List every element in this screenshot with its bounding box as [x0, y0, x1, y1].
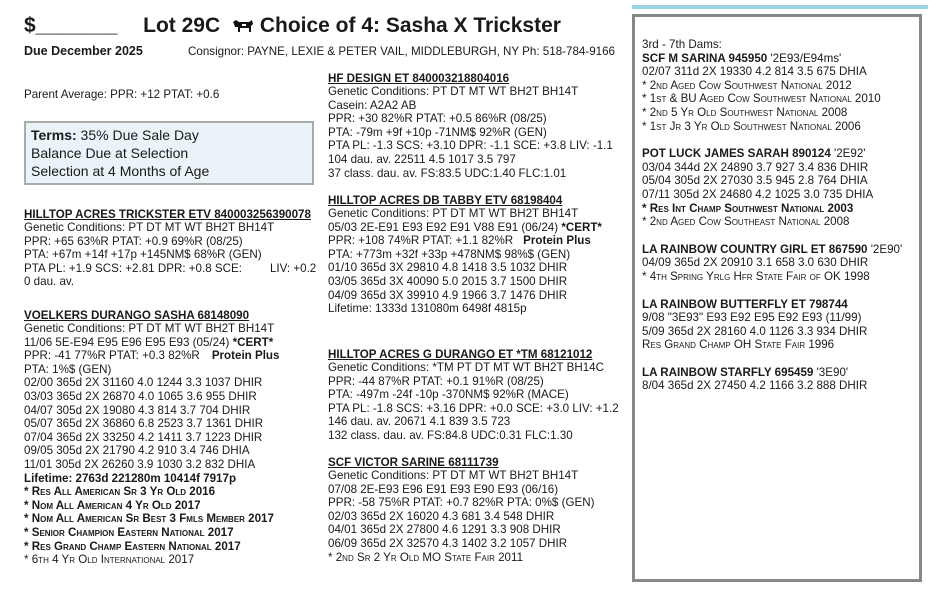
lot-title-row: [24, 14, 561, 40]
protein-plus-badge: Protein Plus: [523, 234, 591, 248]
sire-line: PPR: +65 63%R PTAT: +0.9 69%R (08/25): [24, 234, 243, 248]
sire-line: Genetic Conditions: PT DT MT WT BH2T BH14T: [24, 221, 275, 234]
third-dam-line: * 2nd Aged Cow Southwest National 2012: [642, 78, 852, 92]
fourth-dam-line: 05/04 305d 2X 27030 3.5 945 2.8 764 DHIA: [642, 174, 868, 188]
dam-award: * Res Grand Champ Eastern National 2017: [24, 539, 241, 553]
dam-of-sire-section: [328, 194, 602, 316]
fourth-dam-line: 07/11 305d 2X 24680 4.2 1025 3.0 735 DHIA: [642, 187, 874, 201]
price-blank: $_______: [24, 14, 118, 37]
sire-of-sire-name: HF DESIGN ET 840003218804016: [328, 72, 510, 85]
dam-award: * Nom All American 4 Yr Old 2017: [24, 498, 201, 512]
dam-of-dam-record: 06/09 365d 2X 32570 4.3 1402 3.2 1057 DHIR: [328, 536, 568, 550]
fifth-dam-line: 04/09 365d 2X 20910 3.1 658 3.0 630 DHIR: [642, 256, 869, 270]
dam-of-dam-line: Genetic Conditions: PT DT MT WT BH2T BH14T: [328, 469, 579, 482]
sixth-dam-line: 5/09 365d 2X 28160 4.0 1126 3.3 934 DHIR: [642, 324, 868, 338]
dams-heading: 3rd - 7th Dams:: [642, 38, 722, 51]
dam-award: * Senior Champion Eastern National 2017: [24, 525, 234, 539]
parent-average: Parent Average: PPR: +12 PTAT: +0.6: [24, 88, 220, 101]
sire-of-sire-section: [328, 72, 613, 180]
third-dam-score: '2E93/E94ms': [767, 51, 842, 65]
cow-icon: [232, 16, 254, 40]
sire-of-sire-line: 37 class. dau. av. FS:83.5 UDC:1.40 FLC:1.01: [328, 166, 567, 180]
sixth-dam-line: 9/08 "3E93" E93 E92 E95 E92 E93 (11/99): [642, 311, 862, 325]
fourth-dam-line: 03/04 344d 2X 24890 3.7 927 3.4 836 DHIR: [642, 160, 869, 174]
dam-record: 04/07 305d 2X 19080 4.3 814 3.7 704 DHIR: [24, 403, 251, 417]
dam-award: * 6th 4 Yr Old International 2017: [24, 553, 195, 567]
dam-of-sire-name: HILLTOP ACRES DB TABBY ETV 68198404: [328, 194, 563, 207]
fifth-dam-name: LA RAINBOW COUNTRY GIRL ET 867590: [642, 242, 868, 256]
dam-of-dam-section: [328, 456, 594, 564]
dam-record: 02/00 365d 2X 31160 4.0 1244 3.3 1037 DHIR: [24, 376, 263, 390]
dam-of-sire-line: PTA: +773m +32f +33p +478NM$ 98%$ (GEN): [328, 247, 571, 261]
dam-of-dam-line: PPR: -58 75%R PTAT: +0.7 82%R PTA: 0%$ (GEN): [328, 496, 595, 510]
lot-number: Lot 29C: [143, 14, 221, 37]
dam-record: 05/07 365d 2X 36860 6.8 2523 3.7 1361 DHIR: [24, 417, 264, 431]
third-dam: [642, 52, 919, 134]
top-accent-bar: [632, 5, 928, 9]
terms-line-1: 35% Due Sale Day: [76, 127, 199, 143]
dam-of-sire-line: Genetic Conditions: PT DT MT WT BH2T BH14T: [328, 207, 579, 220]
dams-box: [632, 14, 922, 582]
dam-of-dam-line: 07/08 2E-E93 E96 E91 E93 E90 E93 (06/16): [328, 482, 559, 496]
sire-of-sire-line: PTA: -79m +9f +10p -71NM$ 92%R (GEN): [328, 125, 547, 139]
dam-section: [24, 309, 279, 567]
due-date: Due December 2025: [24, 44, 143, 58]
sire-of-dam-line: PPR: -44 87%R PTAT: +0.1 91%R (08/25): [328, 374, 544, 388]
consignor: Consignor: PAYNE, LEXIE & PETER VAIL, MIDDLEBURGH, NY Ph: 518-784-9166: [188, 45, 616, 58]
sire-of-sire-line: PTA PL: -1.3 SCS: +3.10 DPR: -1.1 SCE: +3.8 LIV: -1.1: [328, 139, 613, 153]
dam-name: VOELKERS DURANGO SASHA 68148090: [24, 309, 250, 322]
sire-name: HILLTOP ACRES TRICKSTER ETV 840003256390078: [24, 208, 311, 221]
sire-of-dam-line: Genetic Conditions: *TM PT DT MT WT BH2T BH14C: [328, 361, 604, 374]
fourth-dam-score: '2E92': [830, 147, 866, 161]
seventh-dam-line: 8/04 365d 2X 27450 4.2 1166 3.2 888 DHIR: [642, 379, 868, 393]
sire-of-sire-line: PPR: +30 82%R PTAT: +0.5 86%R (08/25): [328, 112, 547, 126]
sire-line: PTA: +67m +14f +17p +145NM$ 68%R (GEN): [24, 248, 262, 262]
dam-of-sire-lifetime: Lifetime: 1333d 131080m 6498f 4815p: [328, 302, 527, 316]
third-dam-line: * 1st Jr 3 Yr Old Southwest National 2006: [642, 119, 861, 133]
sire-of-dam-section: [328, 348, 619, 443]
dam-of-dam-record: 04/01 365d 2X 27800 4.6 1291 3.3 908 DHIR: [328, 523, 561, 537]
sire-of-sire-line: Casein: A2A2 AB: [328, 98, 417, 112]
dam-record: 07/04 365d 2X 33250 4.2 1411 3.7 1223 DHIR: [24, 430, 263, 444]
dam-line: PPR: -41 77%R PTAT: +0.3 82%R: [24, 349, 200, 363]
terms-box: [24, 121, 314, 185]
terms-line-2: Balance Due at Selection: [31, 145, 189, 161]
seventh-dam-name: LA RAINBOW STARFLY 695459: [642, 365, 814, 379]
sixth-dam-line: Res Grand Champ OH State Fair 1996: [642, 338, 835, 352]
dam-record: 11/01 305d 2X 26260 3.9 1030 3.2 832 DHIA: [24, 457, 256, 471]
terms-line-3: Selection at 4 Months of Age: [31, 163, 210, 179]
fifth-dam-score: '2E90': [867, 242, 903, 256]
cert-badge: *CERT*: [229, 335, 274, 349]
seventh-dam-score: '3E90': [813, 365, 849, 379]
sire-section: [24, 208, 316, 289]
fourth-dam-name: POT LUCK JAMES SARAH 890124: [642, 147, 831, 161]
dam-of-dam-award: * 2nd Sr 2 Yr Old MO State Fair 2011: [328, 550, 524, 564]
third-dam-name: SCF M SARINA 945950: [642, 51, 768, 65]
dam-of-dam-record: 02/03 365d 2X 16020 4.3 681 3.4 548 DHIR: [328, 509, 555, 523]
dam-line: PTA: 1%$ (GEN): [24, 362, 112, 376]
dam-of-sire-line: 05/03 2E-E91 E93 E92 E91 V88 E91 (06/24): [328, 220, 559, 234]
third-dam-line: 02/07 311d 2X 19330 4.2 814 3.5 675 DHIA: [642, 65, 867, 79]
terms-label: Terms:: [31, 127, 77, 143]
seventh-dam: [642, 366, 919, 393]
sire-line: 0 dau. av.: [24, 275, 75, 289]
sire-of-dam-line: 146 dau. av. 20671 4.1 839 3.5 723: [328, 415, 511, 429]
sire-line: PTA PL: +1.9 SCS: +2.81 DPR: +0.8 SCE:: [24, 261, 242, 275]
cert-badge: *CERT*: [558, 220, 602, 234]
third-dam-line: * 2nd 5 Yr Old Southwest National 2008: [642, 105, 848, 119]
sire-line: LIV: +0.2: [269, 261, 317, 275]
dam-of-sire-record: 03/05 365d 3X 40090 5.0 2015 3.7 1500 DHIR: [328, 274, 568, 288]
dam-award: * Res All American Sr 3 Yr Old 2016: [24, 485, 216, 499]
lot-title: Choice of 4: Sasha X Trickster: [259, 14, 561, 37]
third-dam-line: * 1st & BU Aged Cow Southwest National 2010: [642, 92, 881, 106]
fifth-dam: [642, 243, 919, 284]
fourth-dam-line: * 2nd Aged Cow Southeast National 2008: [642, 215, 850, 229]
fourth-dam: [642, 147, 919, 229]
dam-line: Genetic Conditions: PT DT MT WT BH2T BH14T: [24, 322, 275, 335]
sixth-dam-name: LA RAINBOW BUTTERFLY ET 798744: [642, 297, 848, 311]
dam-line: 11/06 5E-E94 E95 E96 E95 E93 (05/24): [24, 335, 230, 349]
dam-of-sire-line: PPR: +108 74%R PTAT: +1.1 82%R: [328, 234, 514, 248]
sire-of-dam-line: PTA PL: -1.8 SCS: +3.16 DPR: +0.0 SCE: +3.0 LIV: +1.2: [328, 401, 619, 415]
sire-of-dam-name: HILLTOP ACRES G DURANGO ET *TM 68121012: [328, 348, 593, 361]
dam-of-sire-record: 04/09 365d 3X 39910 4.9 1966 3.7 1476 DHIR: [328, 288, 568, 302]
dam-of-sire-record: 01/10 365d 3X 29810 4.8 1418 3.5 1032 DHIR: [328, 261, 568, 275]
dam-lifetime: Lifetime: 2763d 221280m 10414f 7917p: [24, 471, 237, 485]
protein-plus-badge: Protein Plus: [211, 349, 280, 363]
dam-record: 03/03 365d 2X 26870 4.0 1065 3.6 955 DHIR: [24, 389, 257, 403]
dam-award: * Nom All American Sr Best 3 Fmls Member 2017: [24, 512, 274, 526]
sire-of-dam-line: 132 class. dau. av. FS:84.8 UDC:0.31 FLC:1.30: [328, 428, 573, 442]
dam-of-dam-name: SCF VICTOR SARINE 68111739: [328, 456, 499, 469]
sire-of-sire-line: 104 dau. av. 22511 4.5 1017 3.5 797: [328, 152, 516, 166]
sire-of-dam-line: PTA: -497m -24f -10p -370NM$ 92%R (MACE): [328, 388, 569, 402]
sire-of-sire-line: Genetic Conditions: PT DT MT WT BH2T BH14T: [328, 85, 579, 98]
sixth-dam: [642, 298, 919, 352]
dam-record: 09/05 305d 2X 21790 4.2 910 3.4 746 DHIA: [24, 444, 250, 458]
fifth-dam-line: * 4th Spring Yrlg Hfr State Fair of OK 1998: [642, 269, 870, 283]
fourth-dam-line: * Res Int Champ Southwest National 2003: [642, 201, 854, 215]
